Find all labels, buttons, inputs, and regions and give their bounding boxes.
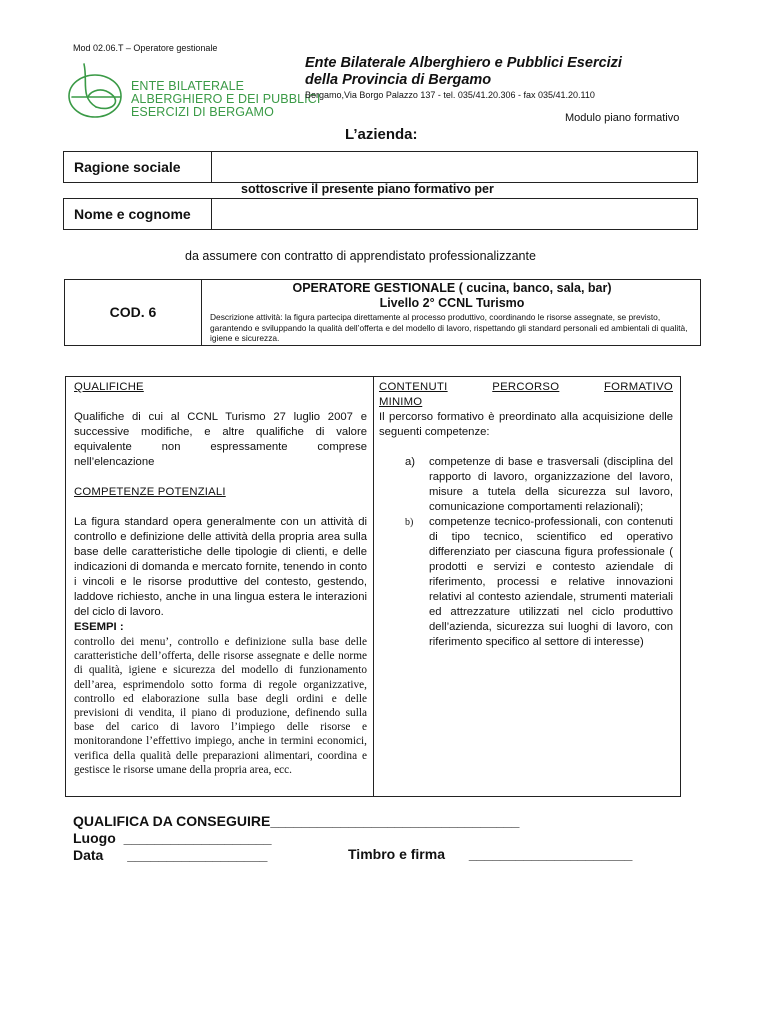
cod-title-line1: OPERATORE GESTIONALE ( cucina, banco, sala, bar) [292, 281, 612, 295]
qualifica-label: QUALIFICA DA CONSEGUIRE [73, 813, 271, 829]
percorso-intro: Il percorso formativo è preordinato alla acquisizione delle seguenti competenze: [379, 411, 673, 438]
cod-label: COD. 6 [65, 280, 202, 345]
contenuti-heading-line2: MINIMO [379, 396, 423, 408]
right-column [379, 380, 673, 650]
contenuti-heading [379, 380, 673, 395]
column-divider [373, 377, 374, 796]
contenuti-heading-word: CONTENUTI [379, 381, 448, 393]
contenuti-heading-word: FORMATIVO [603, 381, 673, 393]
luogo-input-line[interactable]: ___________________ [123, 830, 272, 846]
cod-title [203, 281, 701, 311]
luogo-label: Luogo [73, 830, 116, 846]
logo-line: ALBERGHIERO E DEI PUBBLICI [131, 92, 321, 106]
contratto-text: da assumere con contratto di apprendistato professionalizzante [185, 249, 536, 263]
piano-table [65, 376, 681, 797]
nome-cognome-field [63, 198, 698, 230]
timbro-firma-input-line[interactable]: _____________________ [468, 846, 633, 862]
list-item [379, 515, 673, 650]
contenuti-heading-word: PERCORSO [492, 381, 560, 393]
logo-line: ESERCIZI DI BERGAMO [131, 105, 274, 119]
list-item [379, 455, 673, 515]
list-item-text: competenze di base e trasversali (disciplina del rapporto di lavoro, organizzazione del lavoro, misure a tutela della sicurezza sul lavoro, comunicazione comportamenti relazionali); [429, 456, 673, 513]
nome-cognome-input[interactable] [214, 199, 697, 229]
logo-line: ENTE BILATERALE [131, 79, 245, 93]
qualifica-row [73, 813, 519, 830]
list-marker: a) [405, 456, 416, 468]
nome-cognome-label: Nome e cognome [64, 199, 212, 229]
form-type-label: Modulo piano formativo [565, 112, 680, 124]
cod-title-line2: Livello 2° CCNL Turismo [379, 296, 525, 310]
data-input-line[interactable]: __________________ [127, 847, 268, 863]
timbro-firma-label: Timbro e firma [348, 846, 445, 862]
esempi-heading: ESEMPI : [74, 621, 124, 633]
ente-address: Bergamo,Via Borgo Palazzo 137 - tel. 035/41.20.306 - fax 035/41.20.110 [305, 90, 595, 100]
azienda-heading: L’azienda: [345, 126, 418, 143]
qualifiche-heading: QUALIFICHE [74, 381, 144, 393]
left-column [74, 380, 367, 777]
esempi-text: controllo dei menu’, controllo e definizione sulla base delle caratteristiche dell’offerta, delle risorse assegnate e delle norme di qualità, igiene e sicurezza del modello di funzionamento dell’area, esprimendolo sotto forma di regole organizzative, controllo ed elaborazione sulla base degli ordini e delle previsioni di vendita, il piano di produzione, definendo sulla base del carico di lavoro l’impiego delle risorse e monitorandone l’effettivo impiego, anche in termini economici, verifica della qualità delle preparazioni alimentari, coordina e gestisce le risorse umane della propria area, ecc. [74, 636, 367, 776]
competenze-text: La figura standard opera generalmente con un attività di controllo e definizione delle attività della propria area sulla base delle caratteristiche delle tipologie di clienti, e delle indicazioni di domanda e mercato fornite, tenendo in conto i vincoli e le risorse produttive del contesto, gestendo, laddove richiesto, anche in una lingua estera le interazioni del ciclo di lavoro. [74, 516, 367, 618]
cod-box [64, 279, 701, 346]
qualifiche-text: Qualifiche di cui al CCNL Turismo 27 luglio 2007 e successive modifiche, e altre qualifiche di valore equivalente non espressamente comprese nell’elencazione [74, 411, 367, 468]
ente-title-line2: della Provincia di Bergamo [305, 72, 492, 88]
ragione-sociale-input[interactable] [214, 152, 697, 182]
qualifica-input-line[interactable]: ________________________________ [270, 813, 520, 829]
competenze-list [379, 455, 673, 650]
luogo-row [73, 830, 519, 847]
ente-title [305, 55, 622, 89]
ente-logo-text [131, 80, 320, 119]
competenze-heading: COMPETENZE POTENZIALI [74, 486, 226, 498]
module-code: Mod 02.06.T – Operatore gestionale [73, 43, 218, 53]
data-label: Data [73, 847, 104, 863]
timbro-firma-row [348, 846, 632, 862]
ente-logo-icon [66, 63, 128, 123]
ente-title-line1: Ente Bilaterale Alberghiero e Pubblici Esercizi [305, 55, 622, 71]
sottoscrive-text: sottoscrive il presente piano formativo per [241, 182, 494, 196]
cod-description: Descrizione attività: la figura partecipa direttamente al processo produttivo, coordinando le risorse assegnate, se previsto, garantendo e sviluppando la qualità dell’offerta e del modello di lavoro, rispettando gli standard personali ed ambientali di qualità, igiene e sicurezza. [210, 312, 688, 343]
ragione-sociale-field [63, 151, 698, 183]
list-item-text: competenze tecnico-professionali, con contenuti di tipo tecnico, scientifico ed operativo differenziato per ciascuna figura professionale ( prodotti e servizi e contesto aziendale di riferimento, processi e relative innovazioni relativi al contesto aziendale, strumenti materiali ed attrezzature utilizzati nel ciclo produttivo dell’azienda, sicurezza sui luoghi di lavoro, con riferimento specifico al settore di interesse) [429, 516, 673, 648]
ragione-sociale-label: Ragione sociale [64, 152, 212, 182]
list-marker: b) [405, 517, 414, 528]
